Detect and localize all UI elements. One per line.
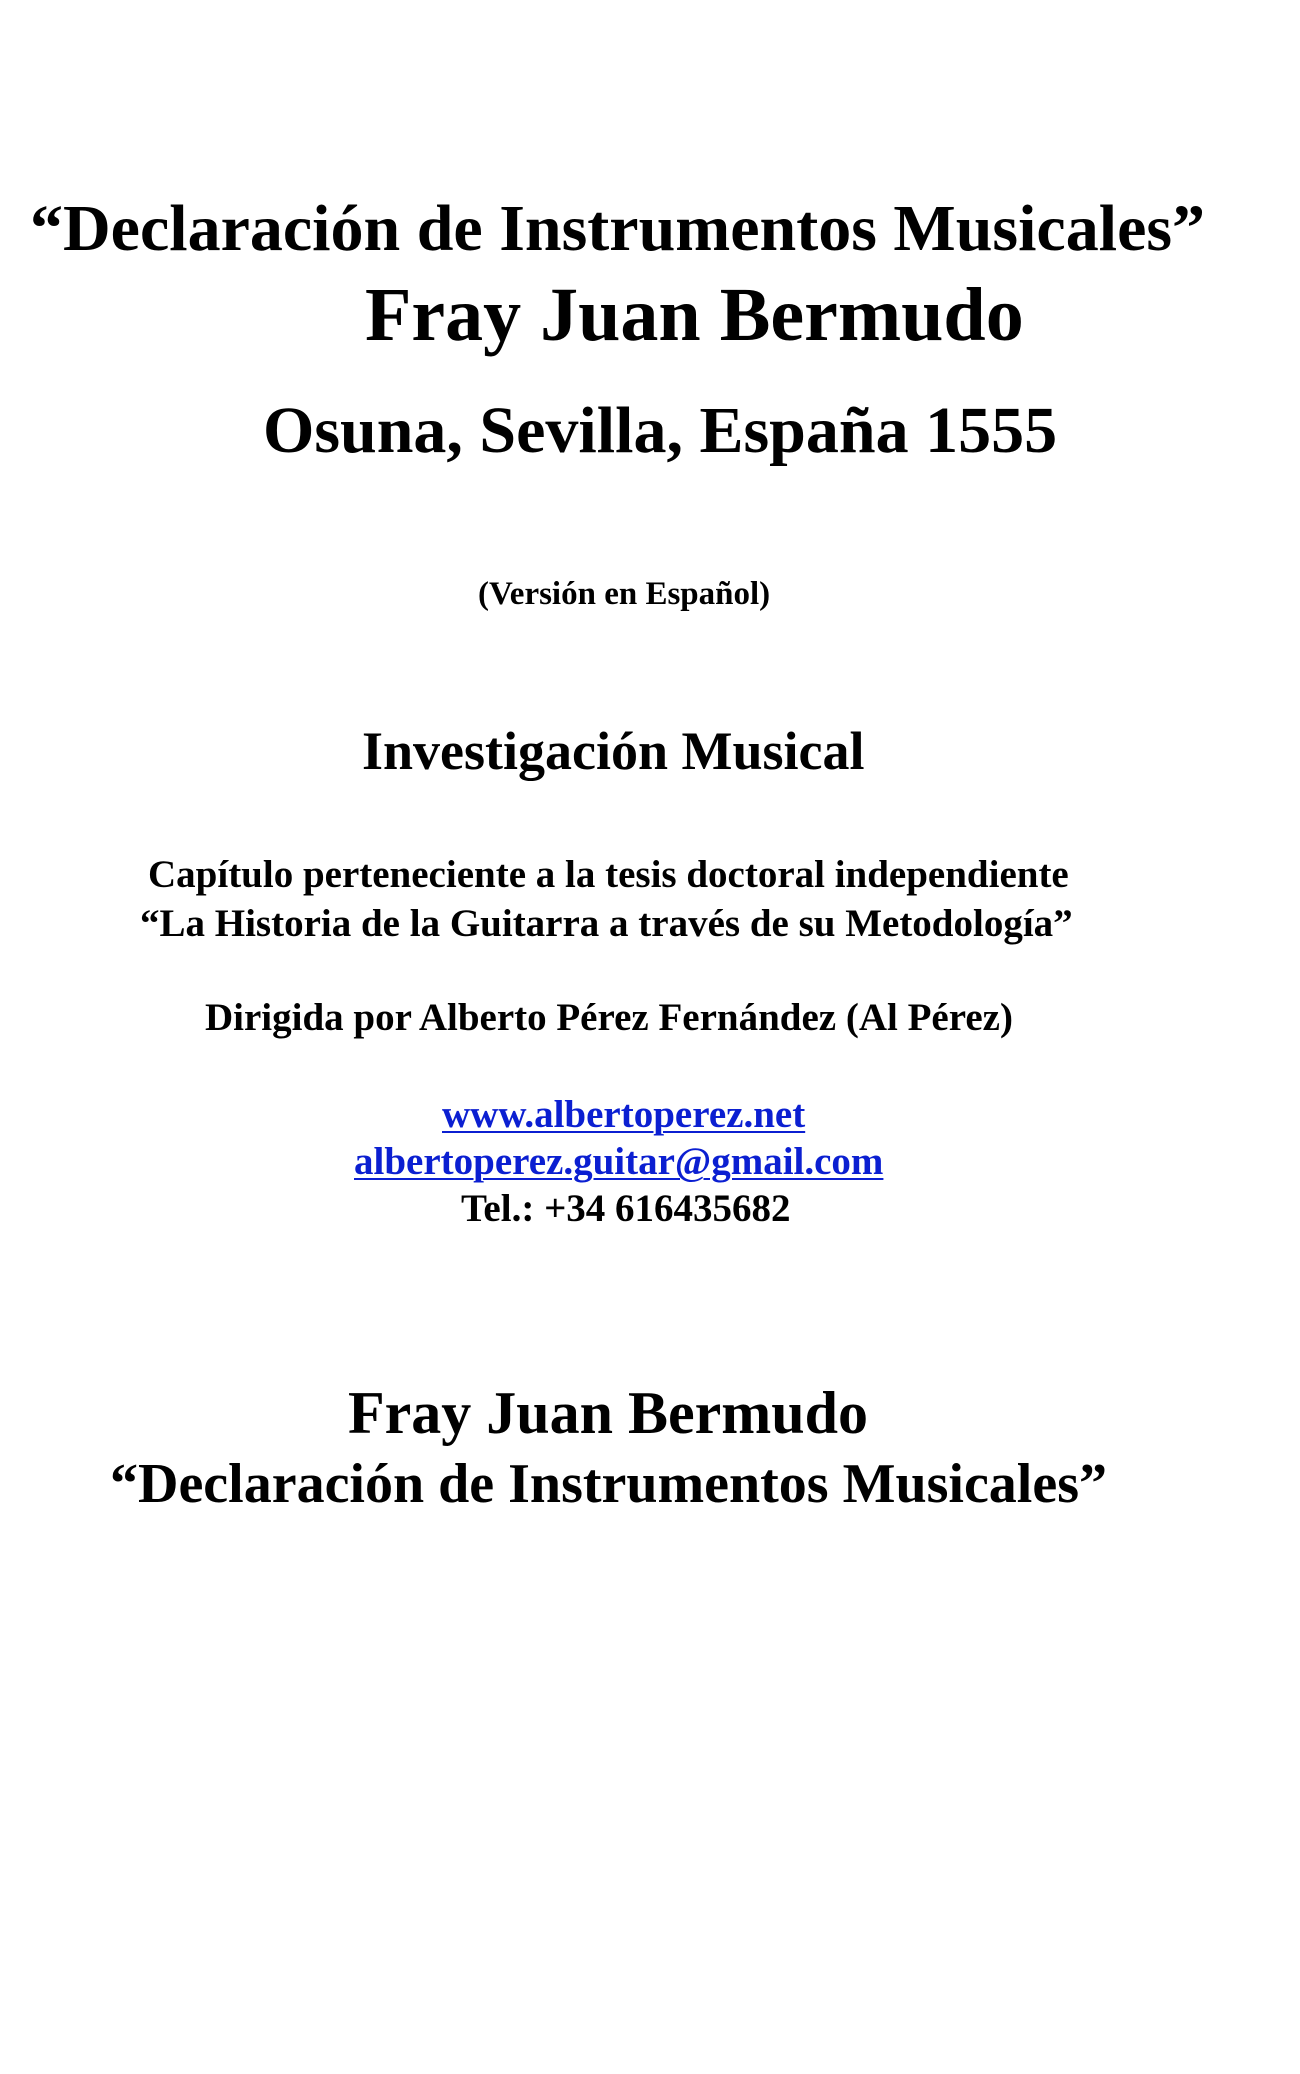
research-heading: Investigación Musical (362, 721, 865, 781)
document-title: “Declaración de Instrumentos Musicales” (30, 192, 1206, 265)
chapter-description-line-2: “La Historia de la Guitarra a través de su Metodología” (140, 902, 1073, 945)
website-line (442, 1095, 805, 1134)
email-line (354, 1142, 883, 1181)
footer-author-name: Fray Juan Bermudo (348, 1380, 869, 1446)
footer-title: “Declaración de Instrumentos Musicales” (110, 1453, 1108, 1515)
email-link[interactable]: albertoperez.guitar@gmail.com (354, 1140, 884, 1183)
website-link[interactable]: www.albertoperez.net (442, 1093, 806, 1136)
author-name: Fray Juan Bermudo (365, 273, 1024, 357)
place-and-date: Osuna, Sevilla, España 1555 (263, 394, 1058, 467)
phone-number: Tel.: +34 616435682 (461, 1187, 791, 1230)
chapter-description-line-1: Capítulo perteneciente a la tesis doctoral independiente (148, 853, 1069, 896)
version-note: (Versión en Español) (478, 576, 771, 612)
director-credit: Dirigida por Alberto Pérez Fernández (Al Pérez) (205, 996, 1013, 1039)
